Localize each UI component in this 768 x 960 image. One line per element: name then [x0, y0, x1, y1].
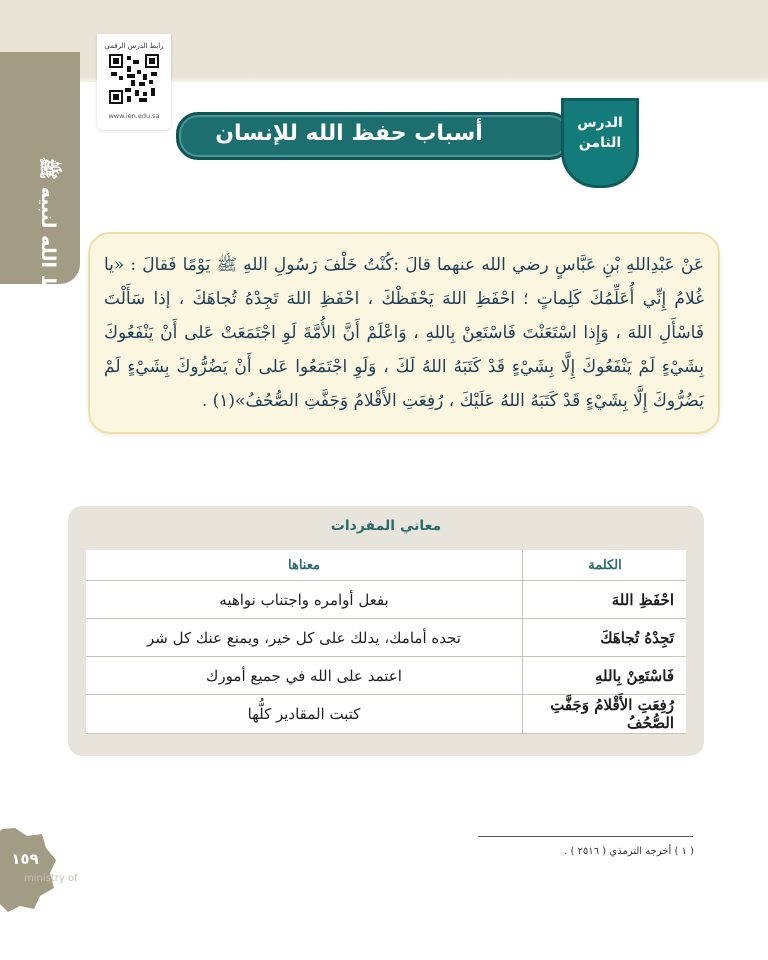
page-number: ١٥٩: [11, 850, 39, 868]
vocabulary-card: [68, 506, 704, 756]
vocab-word: احْفَظِ اللهَ: [522, 581, 686, 619]
qr-caption: رابط الدرس الرقمي: [104, 42, 164, 50]
page-number-badge-icon: [0, 826, 58, 912]
hadith-text: عَنْ عَبْدِاللهِ بْنِ عَبَّاسٍ رضي الله عنهما قالَ :كُنْتُ خَلْفَ رَسُولِ اللهِ ﷺ يَوْمًا فَقالَ : «يا غُلامُ إِنِّي أُعَلِّمُكَ كَلِماتٍ ؛ احْفَظِ اللهَ يَحْفَظْكَ ، احْفَظِ اللهَ تَجِدْهُ تُجاهَكَ ، إذا سَأَلْتَ فَاسْأَلِ اللهَ ، وَإِذا اسْتَعَنْتَ فَاسْتَعِنْ بِاللهِ ، وَاعْلَمْ أَنَّ الأُمَّةَ لَوِ اجْتَمَعَتْ عَلى أَنْ يَنْفَعُوكَ بِشَيْءٍ لَمْ يَنْفَعُوكَ إِلَّا بِشَيْءٍ قَدْ كَتَبَهُ اللهُ لَكَ ، وَلَوِ اجْتَمَعُوا عَلى أَنْ يَضُرُّوكَ بِشَيْءٍ لَمْ يَضُرُّوكَ إِلَّا بِشَيْءٍ قَدْ كَتَبَهُ اللهُ عَلَيْكَ ، رُفِعَتِ الأَقْلامُ وَجَفَّتِ الصُّحُفُ»(١) .: [104, 255, 704, 411]
vocab-meaning: تجده أمامك، يدلك على كل خير، ويمنع عنك كل شر: [86, 619, 522, 657]
qr-code-icon[interactable]: [109, 54, 159, 104]
header-meaning: معناها: [86, 550, 522, 581]
digital-lesson-card[interactable]: [97, 34, 171, 130]
footnote: ( ١ ) أخرجه الترمذي ( ٢٥١٦ ) .: [564, 846, 694, 857]
vocab-meaning: اعتمد على الله في جميع أمورك: [86, 657, 522, 695]
table-row: [86, 657, 686, 695]
vocab-word: رُفِعَتِ الأَقْلامُ وَجَفَّتِ الصُّحُفُ: [522, 695, 686, 734]
table-header-row: [86, 550, 686, 581]
lesson-label: الدرس: [577, 115, 623, 131]
unit-title: حفظ الله لنبيه ﷺ: [37, 156, 59, 322]
qr-url[interactable]: www.ien.edu.sa: [108, 112, 160, 120]
vocab-meaning: كتبت المقادير كلُّها: [86, 695, 522, 734]
unit-side-tab: [0, 52, 80, 322]
vocabulary-table: [86, 550, 686, 734]
watermark: ministry of: [24, 873, 78, 884]
table-row: [86, 581, 686, 619]
footnote-divider: [478, 836, 693, 837]
lesson-ordinal: الثامن: [578, 135, 622, 151]
vocab-word: تَجِدْهُ تُجاهَكَ: [522, 619, 686, 657]
vocab-meaning: بفعل أوامره واجتناب نواهيه: [86, 581, 522, 619]
hadith-box: [88, 232, 720, 434]
header-word: الكلمة: [522, 550, 686, 581]
lesson-title: أسباب حفظ الله للإنسان: [215, 121, 483, 146]
vocabulary-title: معاني المفردات: [330, 518, 442, 534]
lesson-number-badge: [561, 98, 639, 188]
table-row: [86, 695, 686, 734]
vocab-word: فَاسْتَعِنْ بِاللهِ: [522, 657, 686, 695]
table-row: [86, 619, 686, 657]
lesson-title-banner: [176, 112, 572, 160]
